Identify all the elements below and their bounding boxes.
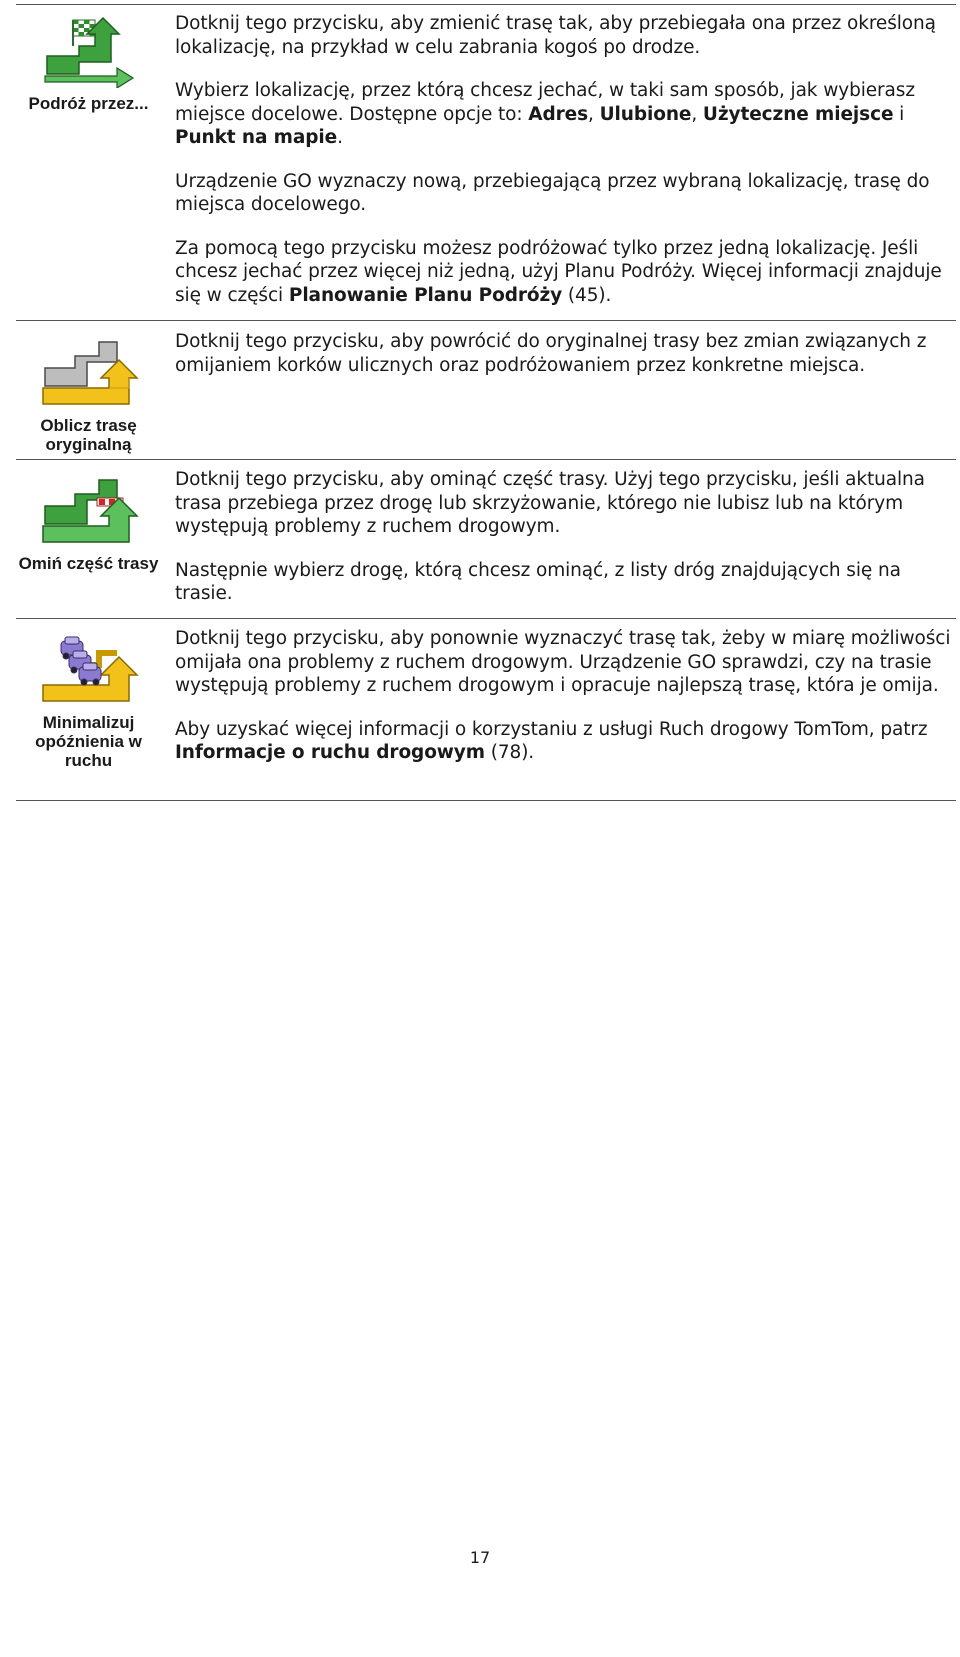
route-via-para-2: Wybierz lokalizację, przez którą chcesz jechać, w taki sam sposób, jak wybierasz miejsce docelowe. Dostępne opcje to: Adres, Ulubione, Użyteczne miejsce i Punkt na mapie. (175, 80, 915, 148)
section-avoid-roadblock (16, 468, 956, 613)
avoid-roadblock-label: Omiń część trasy (18, 554, 159, 573)
section-route-via (16, 12, 956, 307)
route-via-flag-arrows-icon[interactable] (39, 16, 139, 86)
minimise-traffic-para-2: Aby uzyskać więcej informacji o korzystaniu z usługi Ruch drogowy TomTom, patrz Informacje o ruchu drogowym (78). (175, 718, 928, 763)
option-poi: Użyteczne miejsce (702, 103, 894, 125)
avoid-roadblock-para-1: Dotknij tego przycisku, aby ominąć część trasy. Użyj tego przycisku, jeśli aktualna trasa przebiega przez drogę lub skrzyżowanie, którego nie lubisz lub na którym występują problemy z ruchem drogowym. (175, 469, 925, 537)
icon-column (16, 338, 161, 454)
itinerary-reference: Planowanie Planu Podróży (288, 284, 563, 306)
original-route-para-1: Dotknij tego przycisku, aby powrócić do oryginalnej trasy bez zmian związanych z omijaniem korków ulicznych oraz podróżowaniem przez konkretne miejsca. (175, 331, 927, 376)
icon-column (16, 635, 161, 770)
icon-column (16, 476, 161, 573)
page-number: 17 (469, 1548, 491, 1567)
section-original-route (16, 330, 956, 455)
route-via-para-4: Za pomocą tego przycisku możesz podróżować tylko przez jedną lokalizację. Jeśli chcesz jechać przez więcej niż jedną, użyj Planu Podróży. Więcej informacji znajduje się w części Planowanie Planu Podróży (45). (175, 237, 942, 306)
original-route-label: Oblicz trasę oryginalną (40, 416, 137, 454)
route-via-label: Podróż przez... (28, 94, 149, 113)
minimise-traffic-label: Minimalizuj opóźnienia w ruchu (35, 713, 142, 770)
route-via-para-1: Dotknij tego przycisku, aby zmienić trasę tak, aby przebiegała ona przez określoną lokalizację, na przykład w celu zabrania kogoś po drodze. (175, 13, 936, 58)
avoid-roadblock-para-2: Następnie wybierz drogę, którą chcesz ominąć, z listy dróg znajdujących się na trasie. (175, 559, 901, 604)
avoid-roadblock-arrows-icon[interactable] (39, 476, 139, 546)
option-favourites: Ulubione (599, 103, 692, 125)
divider-2 (16, 459, 956, 460)
icon-column (16, 16, 161, 113)
traffic-info-reference: Informacje o ruchu drogowym (175, 742, 485, 763)
divider-4 (16, 800, 956, 801)
original-route-arrows-icon[interactable] (39, 338, 139, 408)
option-map-point: Punkt na mapie (175, 127, 338, 148)
option-address: Adres (528, 103, 589, 125)
route-via-text (175, 12, 955, 327)
minimise-traffic-text (175, 627, 955, 785)
section-minimise-traffic (16, 627, 956, 797)
divider-3 (16, 618, 956, 619)
avoid-roadblock-text (175, 468, 955, 626)
traffic-cars-arrows-icon[interactable] (39, 635, 139, 705)
minimise-traffic-para-1: Dotknij tego przycisku, aby ponownie wyznaczyć trasę tak, żeby w miarę możliwości omijała ona problemy z ruchem drogowym. Urządzenie GO sprawdzi, czy na trasie występują problemy z ruchem drogowym i opracuje najlepszą trasę, która je omija. (175, 628, 951, 696)
divider-1 (16, 320, 956, 321)
route-via-para-3: Urządzenie GO wyznaczy nową, przebiegającą przez wybraną lokalizację, trasę do miejsca docelowego. (175, 170, 930, 215)
original-route-text (175, 330, 955, 397)
top-divider (16, 4, 956, 5)
